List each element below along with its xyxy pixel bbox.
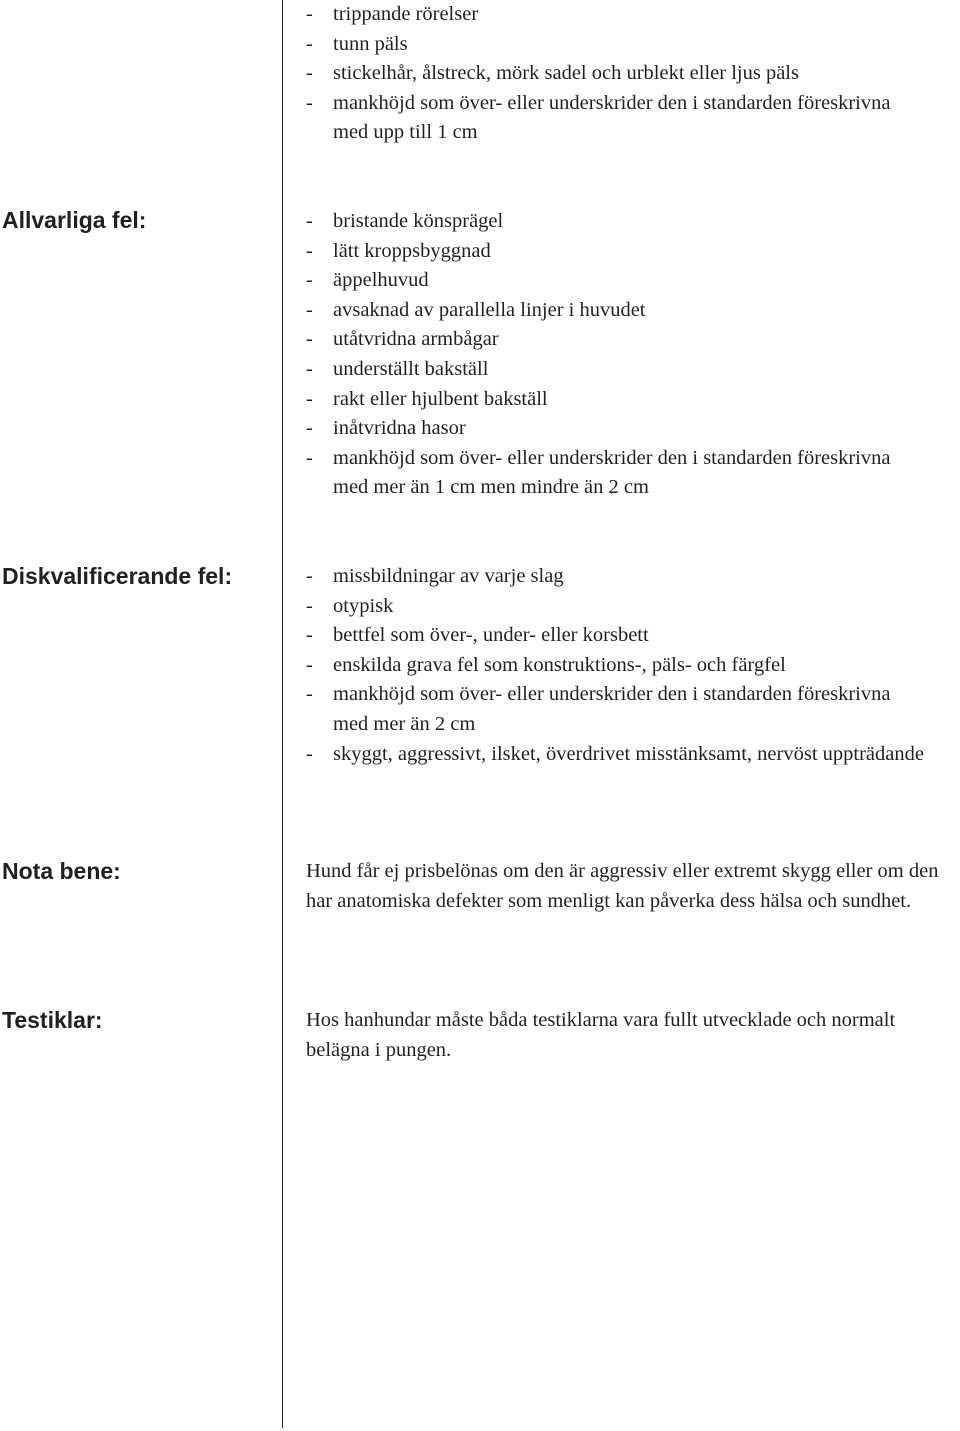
list-item: - lätt kroppsbyggnad <box>306 237 956 267</box>
section-label-allvarliga: Allvarliga fel: <box>2 207 147 233</box>
list-item: - äppelhuvud <box>306 266 956 296</box>
list-item: - enskilda grava fel som konstruktions-, päls- och färgfel <box>306 651 956 681</box>
section-label-nota-bene: Nota bene: <box>2 858 121 884</box>
nota-bene-text: Hund får ej prisbelönas om den är aggressiv eller extremt skygg eller om den har anatomiska defekter som menligt kan påverka dess hälsa och sundhet. <box>306 860 939 912</box>
list-item: - underställt bakställ <box>306 355 956 385</box>
list-item: - stickelhår, ålstreck, mörk sadel och urblekt eller ljus päls <box>306 59 956 89</box>
list-item: - avsaknad av parallella linjer i huvudet <box>306 296 956 326</box>
list-item: - inåtvridna hasor <box>306 414 956 444</box>
allvarliga-faults-list <box>306 207 956 503</box>
intro-faults-list <box>306 0 956 148</box>
list-item: - rakt eller hjulbent bakställ <box>306 385 956 415</box>
list-item: - skyggt, aggressivt, ilsket, överdrivet misstänksamt, nervöst uppträdande <box>306 740 956 770</box>
section-label-diskvalificerande: Diskvalificerande fel: <box>2 563 233 589</box>
list-item: - mankhöjd som över- eller underskrider den i standarden föreskrivna med mer än 2 cm <box>306 680 956 739</box>
list-item: - tunn päls <box>306 30 956 60</box>
list-item: - missbildningar av varje slag <box>306 562 956 592</box>
list-item: - utåtvridna armbågar <box>306 325 956 355</box>
diskvalificerande-faults-list <box>306 562 956 769</box>
list-item: - otypisk <box>306 592 956 622</box>
list-item: - mankhöjd som över- eller underskrider den i standarden föreskrivna med upp till 1 cm <box>306 89 956 148</box>
section-label-testiklar: Testiklar: <box>2 1007 103 1033</box>
column-divider <box>282 0 283 1428</box>
list-item: - bristande könsprägel <box>306 207 956 237</box>
list-item: - bettfel som över-, under- eller korsbett <box>306 621 956 651</box>
list-item: - mankhöjd som över- eller underskrider den i standarden föreskrivna med mer än 1 cm men mindre än 2 cm <box>306 444 956 503</box>
testiklar-text: Hos hanhundar måste båda testiklarna vara fullt utvecklade och normalt belägna i pungen. <box>306 1009 896 1061</box>
list-item: - trippande rörelser <box>306 0 956 30</box>
